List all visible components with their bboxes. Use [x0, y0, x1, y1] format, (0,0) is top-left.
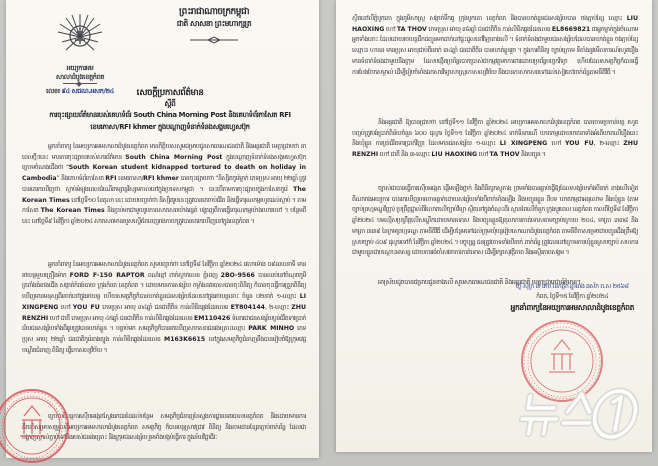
kingdom-title: ព្រះរាជាណាចក្រកម្ពុជា — [178, 7, 250, 17]
lunar-date-line: ថ្ងៃ សុក្រ ៣ រោច ខែកត្តិក ឆ្នាំរោង ឆស័ក ព.ស ២៥៦៨ — [515, 283, 629, 290]
reference-label: លេខ៖ — [46, 87, 60, 95]
paragraph: ស្ថិតនៅលីភ្នំបូកគោ ក្នុងភូមិសាស្ត្រ សង្កាត់ទឹកឆូ ក្រុងបូកគោ ខេត្តកំពត និងបានឃាត់ខ្លួនជនសង្ស័យបាន ចងភ្ជាប់ខ្សែ ឈ្មោះ LIU HAOXING ហៅ TA THOV ភេទប្រុស អាយុ ៣៦ឆ្នាំ ជនជាតិចិន កាន់លិខិតឆ្លងដែនលេខ EL8669821 ជាអ្នកម្នាក់ក្នុងចំណោមអ្នកទាំងនោះ ដែលដោយរថយន្តដឹកជញ្ជូនមកដាក់នៅផ្ទះជួលនៅវិឡាខាងលើ ។ ទំនាក់ទំនងជាមួយជនសង្ស័យដែលបានឃាត់ខ្លួន ចងភ្ជាប់ខ្សែ ឈ្មោះ៖ ហានន មានប្រុស អាយុជាប់ពីរនាក់ ៣៤ឆ្នាំ ជនជាតិចិន បានឃាត់ខ្លួនរួច ។ ក្នុងការពិនិត្យ ច្បាប់ក្រោម ទីតាំងនូវមើលការណ៍រហូតរឿង មានទំនាក់ទំនងជាមួយនឹងក្រុម ដែលបង្កើតប្រព័ន្ធបោកប្រាស់ជាកម្មវត្ថុមកការពារដោយប្រព័ន្ធបច្ចេកវិទ្យា ហើយដែលសមត្ថកិច្ចក៏បានធ្វើការបែងចែកសម្គាល់ ដើម្បីរៀបចំទាំងឯកសារវិទ្យាសាស្ត្រកោសល្យវិច័យ និងបានកាសាកសពទៅដល់សៀវភៅពាក់ព័ន្ធតាមនីតិវិធី ។ — [352, 15, 638, 76]
paragraph: ច្បាស់ជាបានធ្វើការស៊ើបអង្កេត ផ្ដើមឡើងថ្នាក់ និងពិនិត្យភស្តុតាង ច្រមទាំងបានឆ្លាប់ធ្វើឱ្យដែលសង្ស័យទាំងបីនាក់ ខាងលើទៀត ពីណាកងអយ្យការ បានរកឃើញបទចោទឆ្លាក់ដោយសង្ស័យទាំងបីពាក់ទាំងឡើង និងបញ្ជូនខ្លួន ពីបទ ឃាតកម្មជាអនុលោម និងឃុំខ្លួន (តាមច្បាប់ព្រហ្មទណ្ឌវិញ្ញា) ប្រព្រឹត្តជ្នាល់ពីរំលោភលើច្បាប់វិទ្យា ស្ថិតនៅក្នុងចំណុះពីរ ស្ថានតែលើចំនួក ក្រុងប្តូរពេល ខេត្តកំពត កាលពីថ្ងៃទី៨ ខែវិច្ឆិកា ឆ្នាំ២០២៤ បទល្មើសប្រព្រឹត្តលើសណ្ឌឹកដោយមានទោស និងបញ្ជូនខ្លួនឱ្យតុលាការកាត់ទោសតាមច្បាប់ក្រោយ ២០៤, មាត្រា ៣៣៨ និងមាត្រា ៣៣៩ នៃក្រមព្រហ្មទណ្ឌ តាមនីតិវិធី ដើម្បីបន្ថែមទៅដល់ក្រុមឃុំបន្តរៀបសោណាដំបូងខេត្តកំពត តាមនីតិកាសម្រេចជាបញ្ជូនដឹងត្រឹមឱ្យស្របច្បាប់ ៤០៩ ដុល្លារទៅក៏ ខែវិច្ឆិកា ឆ្នាំ២០២៤ ។ បច្ចុប្បន្ន ជនត្រូវចោទទាំងបីនាក់ ពាក់ព័ន្ធ ត្រូវបាននៅក្រោមការឃុំខ្លួនស្របច្បាប់ សហការជាមួយខ្លួនជាបណ្ដោះអាសន្ន ដោយការរង់ចាំសវនាការកាត់ទោស ដើម្បីរក្សាសុវត្ថិភាព និងអស្ថិរភាពសង្គម ។ — [352, 185, 638, 257]
left-page — [6, 0, 319, 458]
date-block — [511, 282, 634, 314]
nation-religion-king: ជាតិ សាសនា ព្រះមហាក្សត្រ — [176, 19, 252, 28]
subject-line-2: ខេមរភាសា/RFI khmer ក្នុងបណ្ដាញទំនាក់ទំនងសង្គមហ្វេសប៊ុក — [90, 122, 250, 131]
paragraph: និងអន្តរជាតិ ឱ្យបានជ្រាបថា នៅថ្ងៃទី១១ ខែវិច្ឆិកា ឆ្នាំ២០២៤ អយ្យការអមសាលាដំបូងខេត្តកំពត បានចោទប្រកាន់បន្ត រហូតបញ្ចប់ត្រូវបង់ប្រាក់ពិន័យចំនួន ៦០០ ដុល្លារ ថ្ងៃទី១១ ខែវិច្ឆិកា ឆ្នាំ២០២៤ ទាក់ទិនករណី ឃាតកម្មដោយចេតនាទាំងអំពើឃាតលើរឿងនេះ និងឃុំខ្លួន ការប្លន់ជំរិតទារប្រាក់វិញ្ញា ដែលមានជនសង្ស័យ ១-ឈ្មោះ LI XINGPENG ហៅ YOU FU, ២-ឈ្មោះ ZHU RENZHI ហៅ ជាគី និង ៣-ឈ្មោះ LIU HAOXING ហៅ TA THOV និងបញ្ជូន ។ — [352, 119, 638, 159]
signer-title: អ្នកនាំពាក្យនៃអយ្យការអមសាលាដំបូងខេត្តកំពត — [510, 303, 634, 312]
right-page — [336, 0, 652, 452]
subject-line-1: ការចុះផ្សាយព័ត៌មានរបស់គេហទំព័រ South China Morning Post និងគេហទំព័រកាសែត RFI — [49, 111, 291, 119]
emblem-block — [24, 10, 136, 97]
closing-line: អាស្រ័យដូចបានជម្រាបជូនខាងលើ សូមសាធារណជនជាតិ និងអន្តរជាតិ មេត្តាជ្រាបជាព័ត៌មាន។ — [378, 278, 581, 286]
kingdom-block — [124, 6, 304, 48]
press-release-title: សេចក្តីប្រកាសព័ត៌មាន — [136, 88, 204, 98]
office-name-line1: អយ្យការអម — [66, 64, 94, 72]
kingdom-divider — [186, 36, 242, 44]
office-divider — [63, 83, 97, 84]
solar-date-line: កំពត, ថ្ងៃទី១៥ ខែវិច្ឆិកា ឆ្នាំ២០២៤ — [536, 293, 609, 300]
regarding-label: ស្តីពី — [164, 99, 176, 108]
paragraph: អ្នកនាំពាក្យ នៃអយ្យការអមសាលាដំបូងខេត្តកំពត សូមបញ្ជាក់ថា នៅថ្ងៃទី៨ ខែវិច្ឆិកា ឆ្នាំ២០២៤ វេលាម៉ោង ០៩៖៣០នាទី មានរថយន្តមួយគ្រឿងម៉ាក FORD F-150 RAPTOR ពណ៌ខ្មៅ ពាក់ស្លាកលេខ ភ្នំពេញ 2BO-9566 បានឈប់នៅចំណុចភូមិត្រពាំងធំខាងជើង សង្កាត់កំពង់បាយ ក្រុងកំពត ខេត្តកំពត ។ ដោយមានការសង្ស័យ កម្លាំងនគរបាលបានចុះពិនិត្យ ក៏បានចុះធ្វើការត្រួតពិនិត្យ ឃើញមានមនុស្សពីរនាក់នៅក្នុងរថយន្ត ហើយសមត្ថកិច្ចក៏បានឃាត់ខ្លួនជនសង្ស័យដែលនៅក្នុងរថយន្តនោះ ចំនួន ០២នាក់ ១-ឈ្មោះ LI XINGPENG ហៅ YOU FU ភេទប្រុស អាយុ ៣៤ឆ្នាំ ជនជាតិចិន កាន់លិខិតឆ្លងដែនលេខ ET804144, ២-ឈ្មោះ ZHU RENZHI ហៅ ជាគី ភេទប្រុស អាយុ ៤៥ឆ្នាំ ជនជាតិចិន កាន់លិខិតឆ្លងដែនលេខ EM110426 ទំនោរជាជនសង្ស័យប្លន់ជំរិតទារប្រាក់ ជ័យជនសង្ស័យទាំងពីររូបត្រូវបានឃាត់ខ្លួន ។ បន្ទាប់មក សមត្ថកិច្ចក៏បានរកឃើញសាកសពជនរងគ្រោះឈ្មោះ PARK MINHO ភេទប្រុស អាយុ ២២ឆ្នាំ ជនជាតិកូរ៉េខាងត្បូង កាន់លិខិតឆ្លងដែនលេខ M163K6615 នៅក្នុងសមត្ថកិច្ចជំនាញនឹងបានរៀបចំឱ្យក្រុមវេជ្ជបណ្ឌិតជំនាញ ពិនិត្យ ធ្វើកោសល្យវិច័យ ។ — [22, 261, 306, 354]
court-emblem-icon — [54, 10, 106, 64]
right-page-body — [352, 14, 638, 288]
title-block — [36, 88, 304, 132]
office-name-line2: សាលាដំបូងខេត្តកំពត — [55, 72, 105, 81]
paragraph: អ្នកនាំពាក្យ នៃអយ្យការអមសាលាដំបូងខេត្តកំពត មានកិត្តិយសសូមជម្រាបជូនសាធារណជនជាតិ និងអន្តរជាតិ មេត្តាជ្រាបថា នាពេលថ្មីៗនេះ មានការចុះផ្សាយរបស់សារព័ត៌មាន South China Morning Post ក្នុងបណ្ដាញទំនាក់ទំនងសង្គមហ្វេសប៊ុក ក្រោមចំណងជើងថា “South Korean student kidnapped tortured to death on holiday in Cambodia” និងគេហទំព័រកាសែត RFI ខេមរភាសា/RFI khmer បានចុះផ្សាយថា “និស្សិតកូរ៉េម្នាក់ ភេទប្រុស អាយុ ២២ឆ្នាំ ត្រូវបានគេរកឃើញថា ស្លាប់អំឡុងពេលដំណើរកម្សាន្តវិស្សមកាលនៅក្នុងប្រទេសកម្ពុជា ។ នេះបើតាមការចុះផ្សាយក្នុងកាសែតកូរ៉េ The Korean Times នៅថ្ងៃទី១០ ខែតុលា នេះ ដោយបញ្ជាក់ថា និស្សិតរូបនេះត្រូវបានគេចាប់ជំរិត និងធ្វើទារុណកម្មរហូតដល់ស្លាប់ ។ តាមកាសែត The Korean Times និងភ្ជាប់មកជាមួយរូបភាពសាកសពយ៉ាងរន្ធត់ បង្ហាញពីការធ្វើទារុណកម្មយ៉ាងឃោរឃៅ ។ បន្ថែមពីនេះ នៅថ្ងៃទី៩ ខែវិច្ឆិកា ឆ្នាំ២០២៤ សាកសពមានរបួសស្ទើរតែពេញរាងកាយត្រូវបានគេរកឃើញនៅក្នុងខេត្តកំពត ។ — [22, 143, 306, 225]
paragraph: ក្រោយពីបន្តការស៊ើបអង្កេតស្វែងរកជនដៃដល់បន្ថែម សមត្ថកិច្ចជំនាញនៃស្នងការដ្ឋាននគរបាលខេត្តកំពត និងដោយមានការដឹកនាំសម្របសម្រួលពីអយ្យការអមសាលាដំបូងខេត្តកំពត សមត្ថកិច្ច ក៏បានបន្តស្រាវជ្រាវ ពិនិត្យ និងតាមដានខ្សែតភ្ជាប់ពាក់ព័ន្ធ ដែលជាបង្ហាញស្គាល់ភ្ជាប់ទៅនឹងរបស់ជនរងគ្រោះ និងក្រុមជនសង្ស័យ រួមទាំងបង្កប់ធ្វើការ ក្នុងន័យវិជ្ជាជីវៈ — [22, 413, 306, 442]
reference-value: ៩៤ សជណ.អសក/២៤ — [61, 87, 114, 95]
news1-watermark-icon — [516, 386, 642, 444]
left-page-body — [22, 142, 306, 458]
